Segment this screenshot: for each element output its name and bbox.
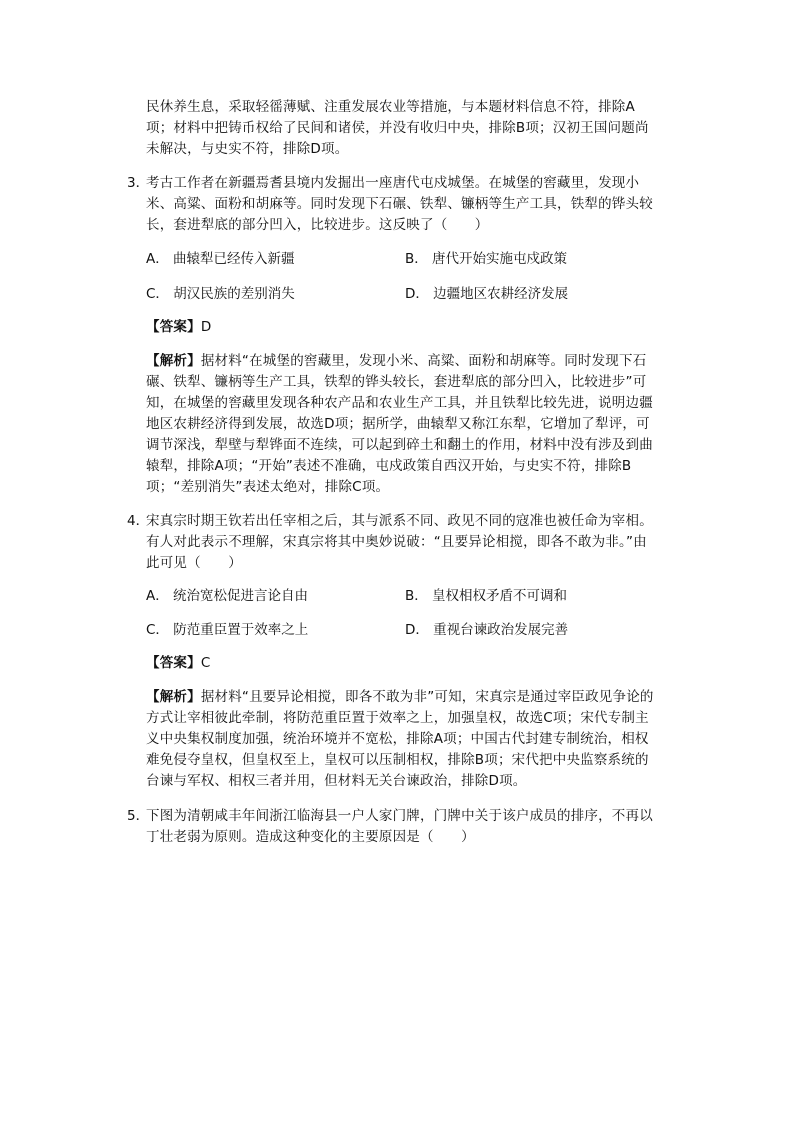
question-3-answer	[146, 316, 211, 338]
answer-value: C	[200, 655, 211, 671]
question-4-answer	[146, 652, 210, 674]
question-3-stem-line-2: 米、高粱、面粉和胡麻等。同时发现下石碾、铁犁、镰柄等生产工具，铁犁的铧头较	[146, 196, 653, 212]
question-4-analysis-line-3: 义中央集权制度加强，统治环境并不宽松，排除A项；中国古代封建专制统治，相权	[146, 731, 649, 747]
question-3-option-a: A． 曲辕犁已经传入新疆	[146, 251, 295, 267]
question-3-analysis-line-2: 碾、铁犁、镰柄等生产工具，铁犁的铧头较长，套进犁底的部分凹入，比较进步”可	[146, 374, 647, 390]
question-4-stem-line-3: 此可见（ ）	[146, 555, 242, 571]
analysis-label: 【解析】	[146, 689, 201, 705]
question-4-stem-line-1: 宋真宗时期王钦若出任宰相之后，其与派系不同、政见不同的寇准也被任命为宰相。	[146, 513, 653, 529]
prev-analysis-line-3: 未解决，与史实不符，排除D项。	[146, 141, 349, 157]
question-4-option-a: A． 统治宽松促进言论自由	[146, 588, 309, 604]
prev-analysis-line-2: 项；材料中把铸币权给了民间和诸侯，并没有收归中央，排除B项；汉初王国问题尚	[146, 120, 649, 136]
answer-label: 【答案】	[146, 319, 201, 335]
analysis-text: 据材料“在城堡的窖藏里，发现小米、高粱、面粉和胡麻等。同时发现下石	[200, 353, 647, 369]
analysis-text: 据材料“且要异论相搅，即各不敢为非”可知，宋真宗是通过宰臣政见争论的	[200, 689, 654, 705]
question-4-analysis-line-1	[146, 686, 654, 708]
prev-analysis-line-1: 民休养生息，采取轻徭薄赋、注重发展农业等措施，与本题材料信息不符，排除A	[146, 99, 635, 115]
question-5-stem-line-1: 下图为清朝咸丰年间浙江临海县一户人家门牌，门牌中关于该户成员的排序，不再以	[146, 808, 653, 824]
question-5-stem-line-2: 丁壮老弱为原则。造成这种变化的主要原因是（ ）	[146, 829, 475, 845]
question-4-analysis-line-2: 方式让宰相彼此牵制，将防范重臣置于效率之上，加强皇权，故选C项；宋代专制主	[146, 710, 649, 726]
question-3-stem-line-3: 长，套进犁底的部分凹入，比较进步。这反映了（ ）	[146, 217, 489, 233]
question-4-option-c: C． 防范重臣置于效率之上	[146, 622, 309, 638]
question-4-stem-line-2: 有人对此表示不理解，宋真宗将其中奥妙说破：“且要异论相搅，即各不敢为非。”由	[146, 534, 647, 550]
question-3-analysis-line-6: 辕犁，排除A项；“开始”表述不准确，屯戍政策自西汉开始，与史实不符，排除B	[146, 458, 632, 474]
question-4-analysis-line-5: 台谏与军权、相权三者并用，但材料无关台谏政治，排除D项。	[146, 773, 527, 789]
question-3-analysis-line-1	[146, 350, 646, 372]
question-3-option-b: B． 唐代开始实施屯戍政策	[405, 251, 568, 267]
question-3-analysis-line-3: 知，在城堡的窖藏里发现各种农产品和农业生产工具，并且铁犁比较先进，说明边疆	[146, 395, 653, 411]
analysis-label: 【解析】	[146, 353, 201, 369]
question-3-option-c: C． 胡汉民族的差别消失	[146, 286, 295, 302]
answer-value: D	[200, 319, 212, 335]
question-4-option-d: D． 重视台谏政治发展完善	[405, 622, 569, 638]
question-3-analysis-line-7: 项；“差别消失”表述太绝对，排除C项。	[146, 479, 390, 495]
question-3-analysis-line-5: 调节深浅，犁壁与犁铧面不连续，可以起到碎土和翻土的作用，材料中没有涉及到曲	[146, 437, 653, 453]
question-3-stem-line-1: 考古工作者在新疆焉耆县境内发掘出一座唐代屯戍城堡。在城堡的窖藏里，发现小	[146, 175, 640, 191]
question-4-analysis-line-4: 难免侵夺皇权，但皇权至上，皇权可以压制相权，排除B项；宋代把中央监察系统的	[146, 752, 649, 768]
question-3-option-d: D． 边疆地区农耕经济发展	[405, 286, 569, 302]
question-5-number: 5．	[127, 808, 150, 824]
answer-label: 【答案】	[146, 655, 201, 671]
question-3-analysis-line-4: 地区农耕经济得到发展，故选D项；据所学，曲辕犁又称江东犁，它增加了犁评，可	[146, 416, 650, 432]
question-4-number: 4．	[127, 513, 150, 529]
question-3-number: 3．	[127, 175, 150, 191]
question-4-option-b: B． 皇权相权矛盾不可调和	[405, 588, 568, 604]
